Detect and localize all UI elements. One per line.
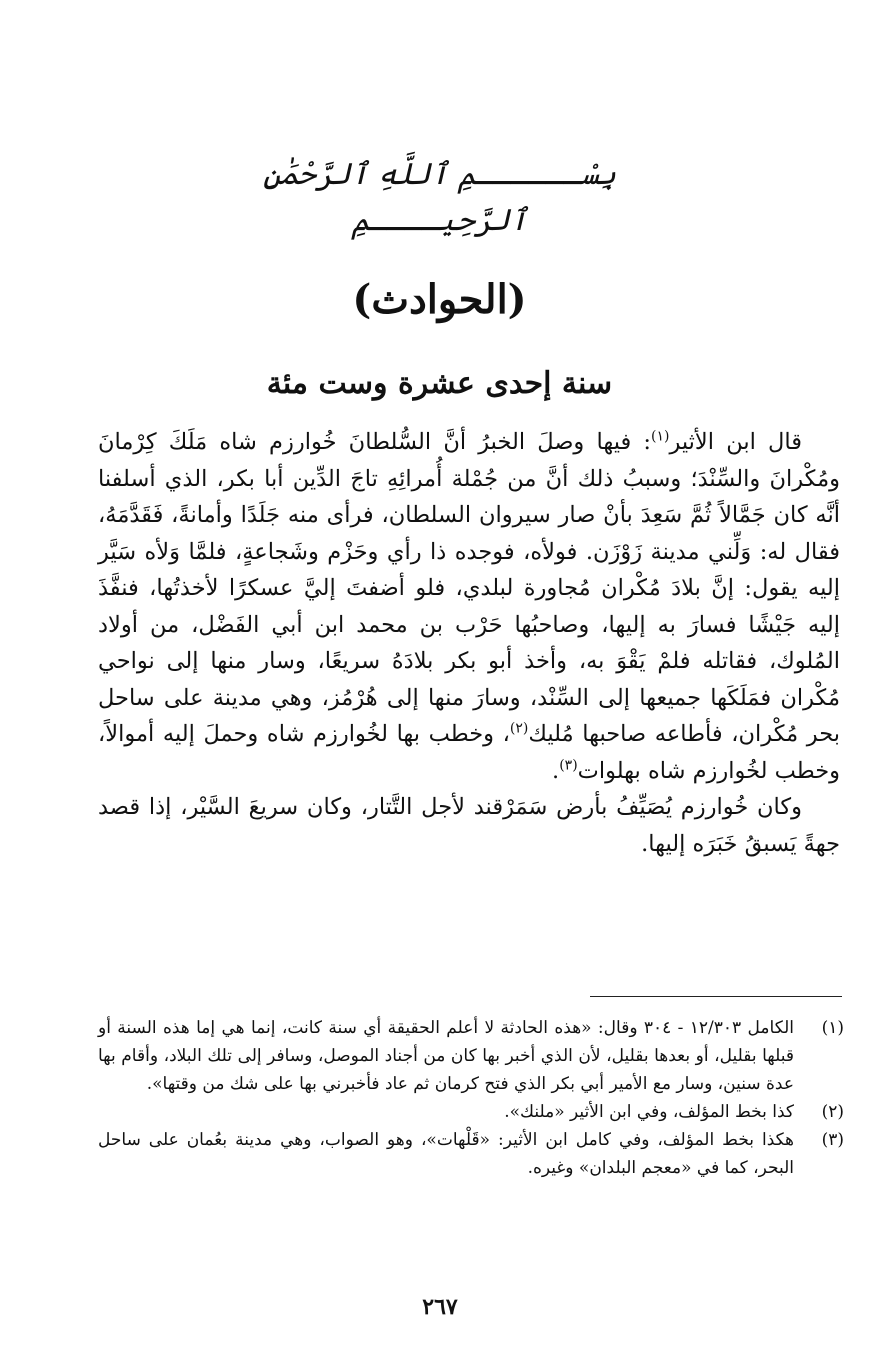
footnote-text: هكذا بخط المؤلف، وفي كامل ابن الأثير: «قَلْهات»، وهو الصواب، وهي مدينة بعُمان على ساحل البحر، كما في «معجم البلدان» وغيره. [98,1130,794,1178]
footnote-ref-3: (٣) [559,757,578,773]
footnote-2 [98,1098,844,1126]
text-run: . [552,757,560,784]
footnote-text: الكامل ١٢/٣٠٣ - ٣٠٤ وقال: «هذه الحادثة لا أعلم الحقيقة أي سنة كانت، إنما هي إما هذه السنة أو قبلها بقليل، أو بعدها بقليل، لأن الذي أخبر بها كان من أجناد الموصل، وسافر إلى تلك البلاد، وأقام بها عدة سنين، وسار مع الأمير أبي بكر الذي فتح كرمان ثم عاد فأخبرني بها على شك من وقتها». [98,1018,795,1094]
footnote-ref-2: (٢) [509,720,529,737]
footnotes [98,1014,844,1182]
text-run: قال ابن الأثير [669,429,802,455]
footnote-text: كذا بخط المؤلف، وفي ابن الأثير «ملنك». [504,1102,794,1122]
basmala-heading: بِسْــــــمِ ٱللَّهِ ٱلرَّحْمَٰنِ ٱلرَّحِيــــمِ [262,157,617,238]
section-title: (الحوادث) [352,276,527,323]
page-number: ٢٦٧ [422,1294,458,1320]
footnote-number: (١) [821,1018,844,1038]
main-text [98,424,840,862]
footnote-1 [98,1014,844,1098]
footnote-ref-1: (١) [651,428,670,445]
text-run: : فيها وصلَ الخبرُ أنَّ السُّلطانَ خُوارزم شاه مَلَكَ كِرْمانَ ومُكْرانَ والسِّنْدَ؛ وسببُ ذلك أنَّ من جُمْلة أُمرائِهِ تاجَ الدِّين أبا بكر، الذي أسلفنا أنَّه كان جَمَّالاً ثُمَّ سَعِدَ بأنْ صار سيروان السلطان، فرأى منه جَلَدًا وأمانةً، فَقَدَّمَهُ، فقال له: وَلِّني مدينة زَوْزَن. فولأه، فوجده ذا رأي وحَزْم وشَجاعةٍ، فلمَّا وَلأه سَيَّر إليه يقول: إنَّ بلادَ مُكْران مُجاورة لبلدي، فلو أضفتَ إليَّ عسكرًا لأخذتُها، فنفَّذَ إليه جَيْشًا فسارَ به إليها، وصاحبُها حَرْب بن محمد ابن أبي الفَضْل، من أولاد المُلوك، فقاتله فلمْ يَقْوَ به، وأخذ أبو بكر بلادَهُ سريعًا، وسار منها إلى نواحي مُكْران فمَلَكَها جميعها إلى السِّنْد، وسارَ منها إلى هُرْمُز، وهي مدينة على ساحل بحر مُكْران، فأطاعه صاحبها مُليك [98,429,841,747]
footnote-number: (٢) [821,1102,844,1122]
footnote-divider [590,996,842,997]
text-run: ، وخطب بها لخُوارزم شاه وحملَ إليه أموالاً، وخطب لخُوارزم شاه بهلوات [98,721,840,784]
paragraph-2: وكان خُوارزم يُصَيِّفُ بأرض سَمَرْقند لأجل التَّتار، وكان سريعَ السَّيْر، إذا قصد جهةً يَسبقُ خَبَرَه إليها. [98,794,840,857]
footnote-3 [98,1126,844,1182]
year-title: سنة إحدى عشرة وست مئة [266,366,613,401]
footnote-number: (٣) [821,1130,844,1150]
paragraph-1 [98,424,840,789]
